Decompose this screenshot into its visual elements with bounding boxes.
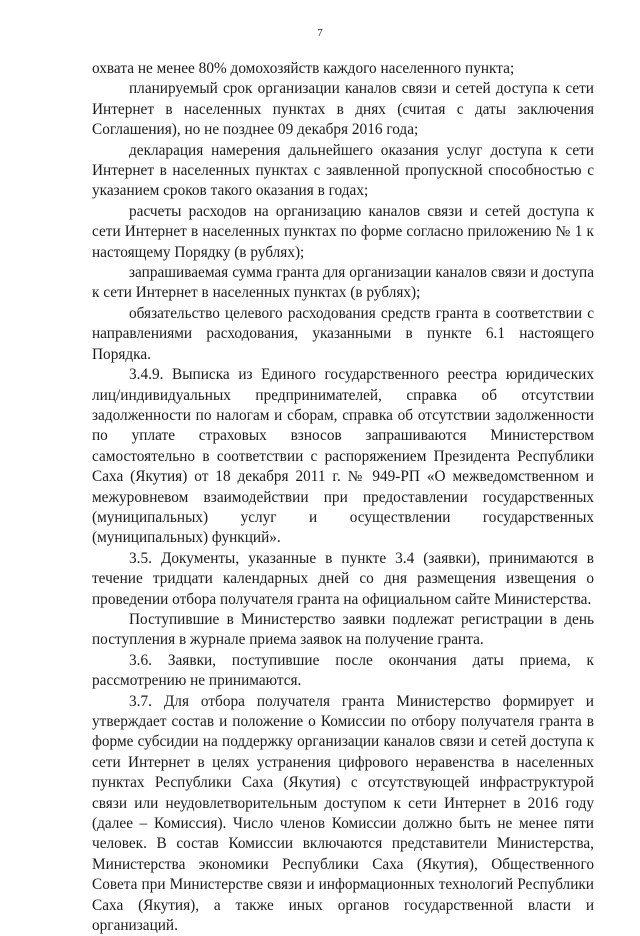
document-body	[92, 59, 594, 936]
paragraph: 3.4.9. Выписка из Единого государственного реестра юридических лиц/индивидуальных предпринимателей, справка об отсутствии задолженности по налогам и сборам, справка об отсутствии задолженности по уплате страховых взносов запрашиваются Министерством самостоятельно в соответствии с распоряжением Президента Республики Саха (Якутия) от 18 декабря 2011 г. № 949-РП «О межведомственном и межуровневом взаимодействии при предоставлении государственных (муниципальных) услуг и осуществлении государственных (муниципальных) функций».	[92, 366, 594, 547]
paragraph: Поступившие в Министерство заявки подлежат регистрации в день поступления в журнале приема заявок на получение гранта.	[92, 610, 594, 649]
paragraph: охвата не менее 80% домохозяйств каждого населенного пункта;	[92, 60, 515, 77]
paragraph: 3.6. Заявки, поступившие после окончания даты приема, к рассмотрению не принимаются.	[92, 651, 594, 690]
paragraph: 3.5. Документы, указанные в пункте 3.4 (заявки), принимаются в течение тридцати календарных дней со дня размещения извещения о проведении отбора получателя гранта на официальном сайте Министерства.	[92, 549, 594, 608]
paragraph: 3.7. Для отбора получателя гранта Министерство формирует и утверждает состав и положение о Комиссии по отбору получателя гранта в форме субсидии на поддержку организации каналов связи и сетей доступа к сети Интернет в целях устранения цифрового неравенства в населенных пунктах Республики Саха (Якутия) с отсутствующей инфраструктурой связи или неудовлетворительным доступом к сети Интернет в 2016 году (далее – Комиссия). Число членов Комиссии должно быть не менее пяти человек. В состав Комиссии включаются представители Министерства, Министерства экономики Республики Саха (Якутия), Общественного Совета при Министерстве связи и информационных технологий Республики Саха (Якутия), а также иных органов государственной власти и организаций.	[92, 692, 594, 935]
paragraph: планируемый срок организации каналов связи и сетей доступа к сети Интернет в населенных пунктах в днях (считая с даты заключения Соглашения), но не позднее 09 декабря 2016 года;	[92, 80, 594, 139]
paragraph: обязательство целевого расходования средств гранта в соответствии с направлениями расходования, указанными в пункте 6.1 настоящего Порядка.	[92, 304, 594, 363]
paragraph: декларация намерения дальнейшего оказания услуг доступа к сети Интернет в населенных пунктах с заявленной пропускной способностью с указанием сроков такого оказания в годах;	[92, 141, 594, 200]
paragraph: запрашиваемая сумма гранта для организации каналов связи и доступа к сети Интернет в населенных пунктах (в рублях);	[92, 264, 594, 302]
paragraph: расчеты расходов на организацию каналов связи и сетей доступа к сети Интернет в населенных пунктах по форме согласно приложению № 1 к настоящему Порядку (в рублях);	[92, 202, 594, 261]
page-number: 7	[317, 27, 323, 39]
